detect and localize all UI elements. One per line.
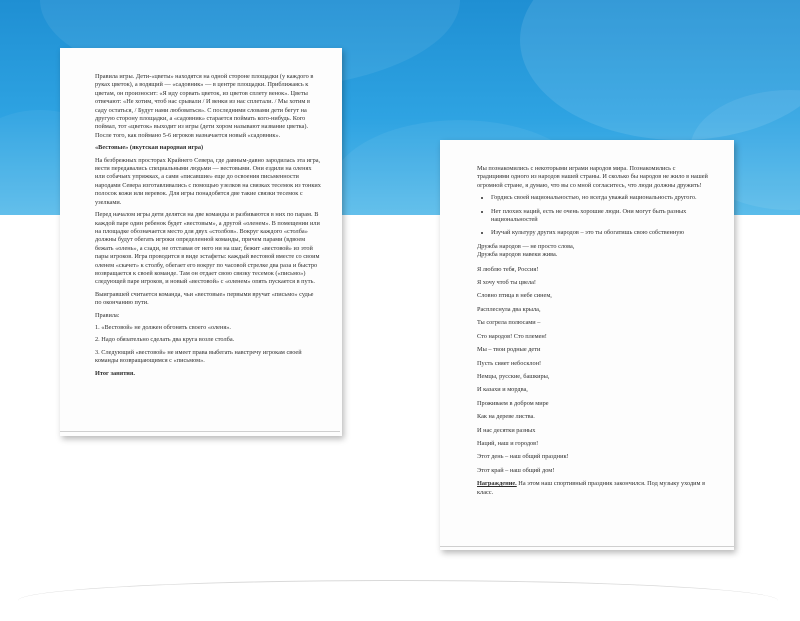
document-page-left bbox=[60, 48, 342, 436]
poem-line: Мы – твои родные дети bbox=[477, 346, 541, 354]
document-page-right bbox=[440, 140, 734, 550]
poem-line: Расплеснула два крыла, bbox=[477, 305, 541, 313]
list-item: • Изучай культуру других народов – это ты обогатишь свою собственную bbox=[491, 229, 709, 237]
poem-line: Ты согрела полюсами – bbox=[477, 319, 541, 327]
page-text bbox=[95, 73, 321, 382]
bullet-list bbox=[477, 194, 709, 238]
rule-item: 3. Следующий «вестовой» не имеет права выбегать навстречу игрокам своей команды возвращающимся с «письмом». bbox=[95, 348, 302, 365]
poem-line: Словно птица в небе синем, bbox=[477, 292, 552, 300]
poem-line: Сто народов! Сто племен! bbox=[477, 332, 547, 340]
poem-line: Этот день – наш общий праздник! bbox=[477, 453, 569, 461]
page-bottom-line bbox=[60, 431, 340, 432]
paragraph: Выигравшей считается команда, чьи «вестовые» первыми вручат «письмо» судье по окончанию пути. bbox=[95, 290, 314, 307]
poem-line: Пусть сияет небосклон! bbox=[477, 359, 542, 367]
poem bbox=[477, 266, 709, 476]
award-paragraph bbox=[477, 480, 709, 497]
poem-line: Наций, наш и городов! bbox=[477, 439, 539, 447]
rule-item: 1. «Вестовой» не должен обгонять своего «оленя». bbox=[95, 323, 231, 331]
rules-heading: Правила: bbox=[95, 311, 120, 319]
poem-line: Немцы, русские, башкиры, bbox=[477, 372, 550, 380]
poem-line: И казахи и мордва, bbox=[477, 386, 528, 394]
poem-line: Я хочу чтоб ты цвела! bbox=[477, 279, 537, 287]
list-item: • Нет плохих наций, есть не очень хорошие люди. Они могут быть разных национальностей bbox=[491, 208, 709, 225]
friendship-line-1: Дружба народов — не просто слова, bbox=[477, 242, 575, 250]
poem-line: И нас десятки разных bbox=[477, 426, 536, 434]
award-text: На этом наш спортивный праздник закончился. Под музыку уходим в класс. bbox=[477, 480, 706, 496]
section-heading: «Вестовые» (якутская народная игра) bbox=[95, 144, 204, 152]
poem-line: Я люблю тебя, Россия! bbox=[477, 265, 539, 273]
poem-line: Проживаем в добром мире bbox=[477, 399, 549, 407]
page-text bbox=[477, 165, 709, 501]
rule-item: 2. Надо обязательно сделать два круга возле столба. bbox=[95, 336, 235, 344]
friendship-line-2: Дружба народов навеки жива. bbox=[477, 251, 558, 259]
poem-line: Этот край – наш общий дом! bbox=[477, 466, 555, 474]
award-label: Награждение. bbox=[477, 480, 517, 488]
paragraph: На безбрежных просторах Крайнего Севера, где давным-давно зародилась эта игра, вести передавались специальными людьми — вестовыми. Они ездили на оленях или собачьих упряжках, а сами «писавшие» еще до освоения письменности народами Севера изготавливались с помощью узелков на связках тесемок из тонких полосок кожи или веревок. Для игры понадобятся две такие связки тесемок с узелками. bbox=[95, 156, 321, 206]
summary-heading: Итог занятия. bbox=[95, 369, 135, 377]
slide-bottom-arc bbox=[18, 580, 778, 621]
paragraph: Правила игры. Дети-«цветы» находятся на одной стороне площадки (у каждого в руках цветок), а водящий — «садовник» — в центре площадки. Приближаясь к цветам, он произносит: «Я иду сорвать цветок, из цветов сплету венок». Цветы отвечают: «Не хотим, чтоб нас срывали / И венки из нас сплетали. / Мы хотим в саду остаться, / Будут нами любоваться». С последними словами дети бегут на другую сторону площадки, а «садовник» старается поймать кого-нибудь. Кого поймал, тот «цветок» выходит из игры (дети хором называют название цветка). После того, как поймано 5-6 игроков назначается новый «садовник». bbox=[95, 73, 314, 139]
page-bottom-line bbox=[440, 546, 734, 547]
list-item: • Гордись своей национальностью, но всегда уважай национальность другого. bbox=[491, 194, 709, 202]
intro-paragraph: Мы познакомились с некоторыми играми народов мира. Познакомились с традициями одного из народов нашей страны. И сколько бы народов не жило в нашей огромной стране, я думаю, что вы со мной согласитесь, что люди должны дружить! bbox=[477, 165, 708, 189]
paragraph: Перед началом игры дети делятся на две команды и разбиваются в них по парам. В каждой паре один ребенок будет «вестовым», а другой «оленем». В помещении или на площадке обозначается место для двух «столбов». Вокруг каждого «столба» должны будут обегать игроки определенной команды, причем парами (вдвоем бежать «олень», а сзади, не отставая от него ни на шаг, бежит «вестовой» из этой пары игроков. Игра проводится в виде эстафеты: каждый вестовой вместе со своим оленем «скачет» к столбу, обегает его вокруг по часовой стрелке два раза и быстро возвращается к своей команде. Там он отдает свою связку тесемок («письмо») следующей паре игроков, и новый «вестовой» с «оленем» опять пускается в путь. bbox=[95, 211, 320, 286]
friendship-line bbox=[477, 243, 709, 260]
poem-line: Как на дереве листва. bbox=[477, 413, 535, 421]
